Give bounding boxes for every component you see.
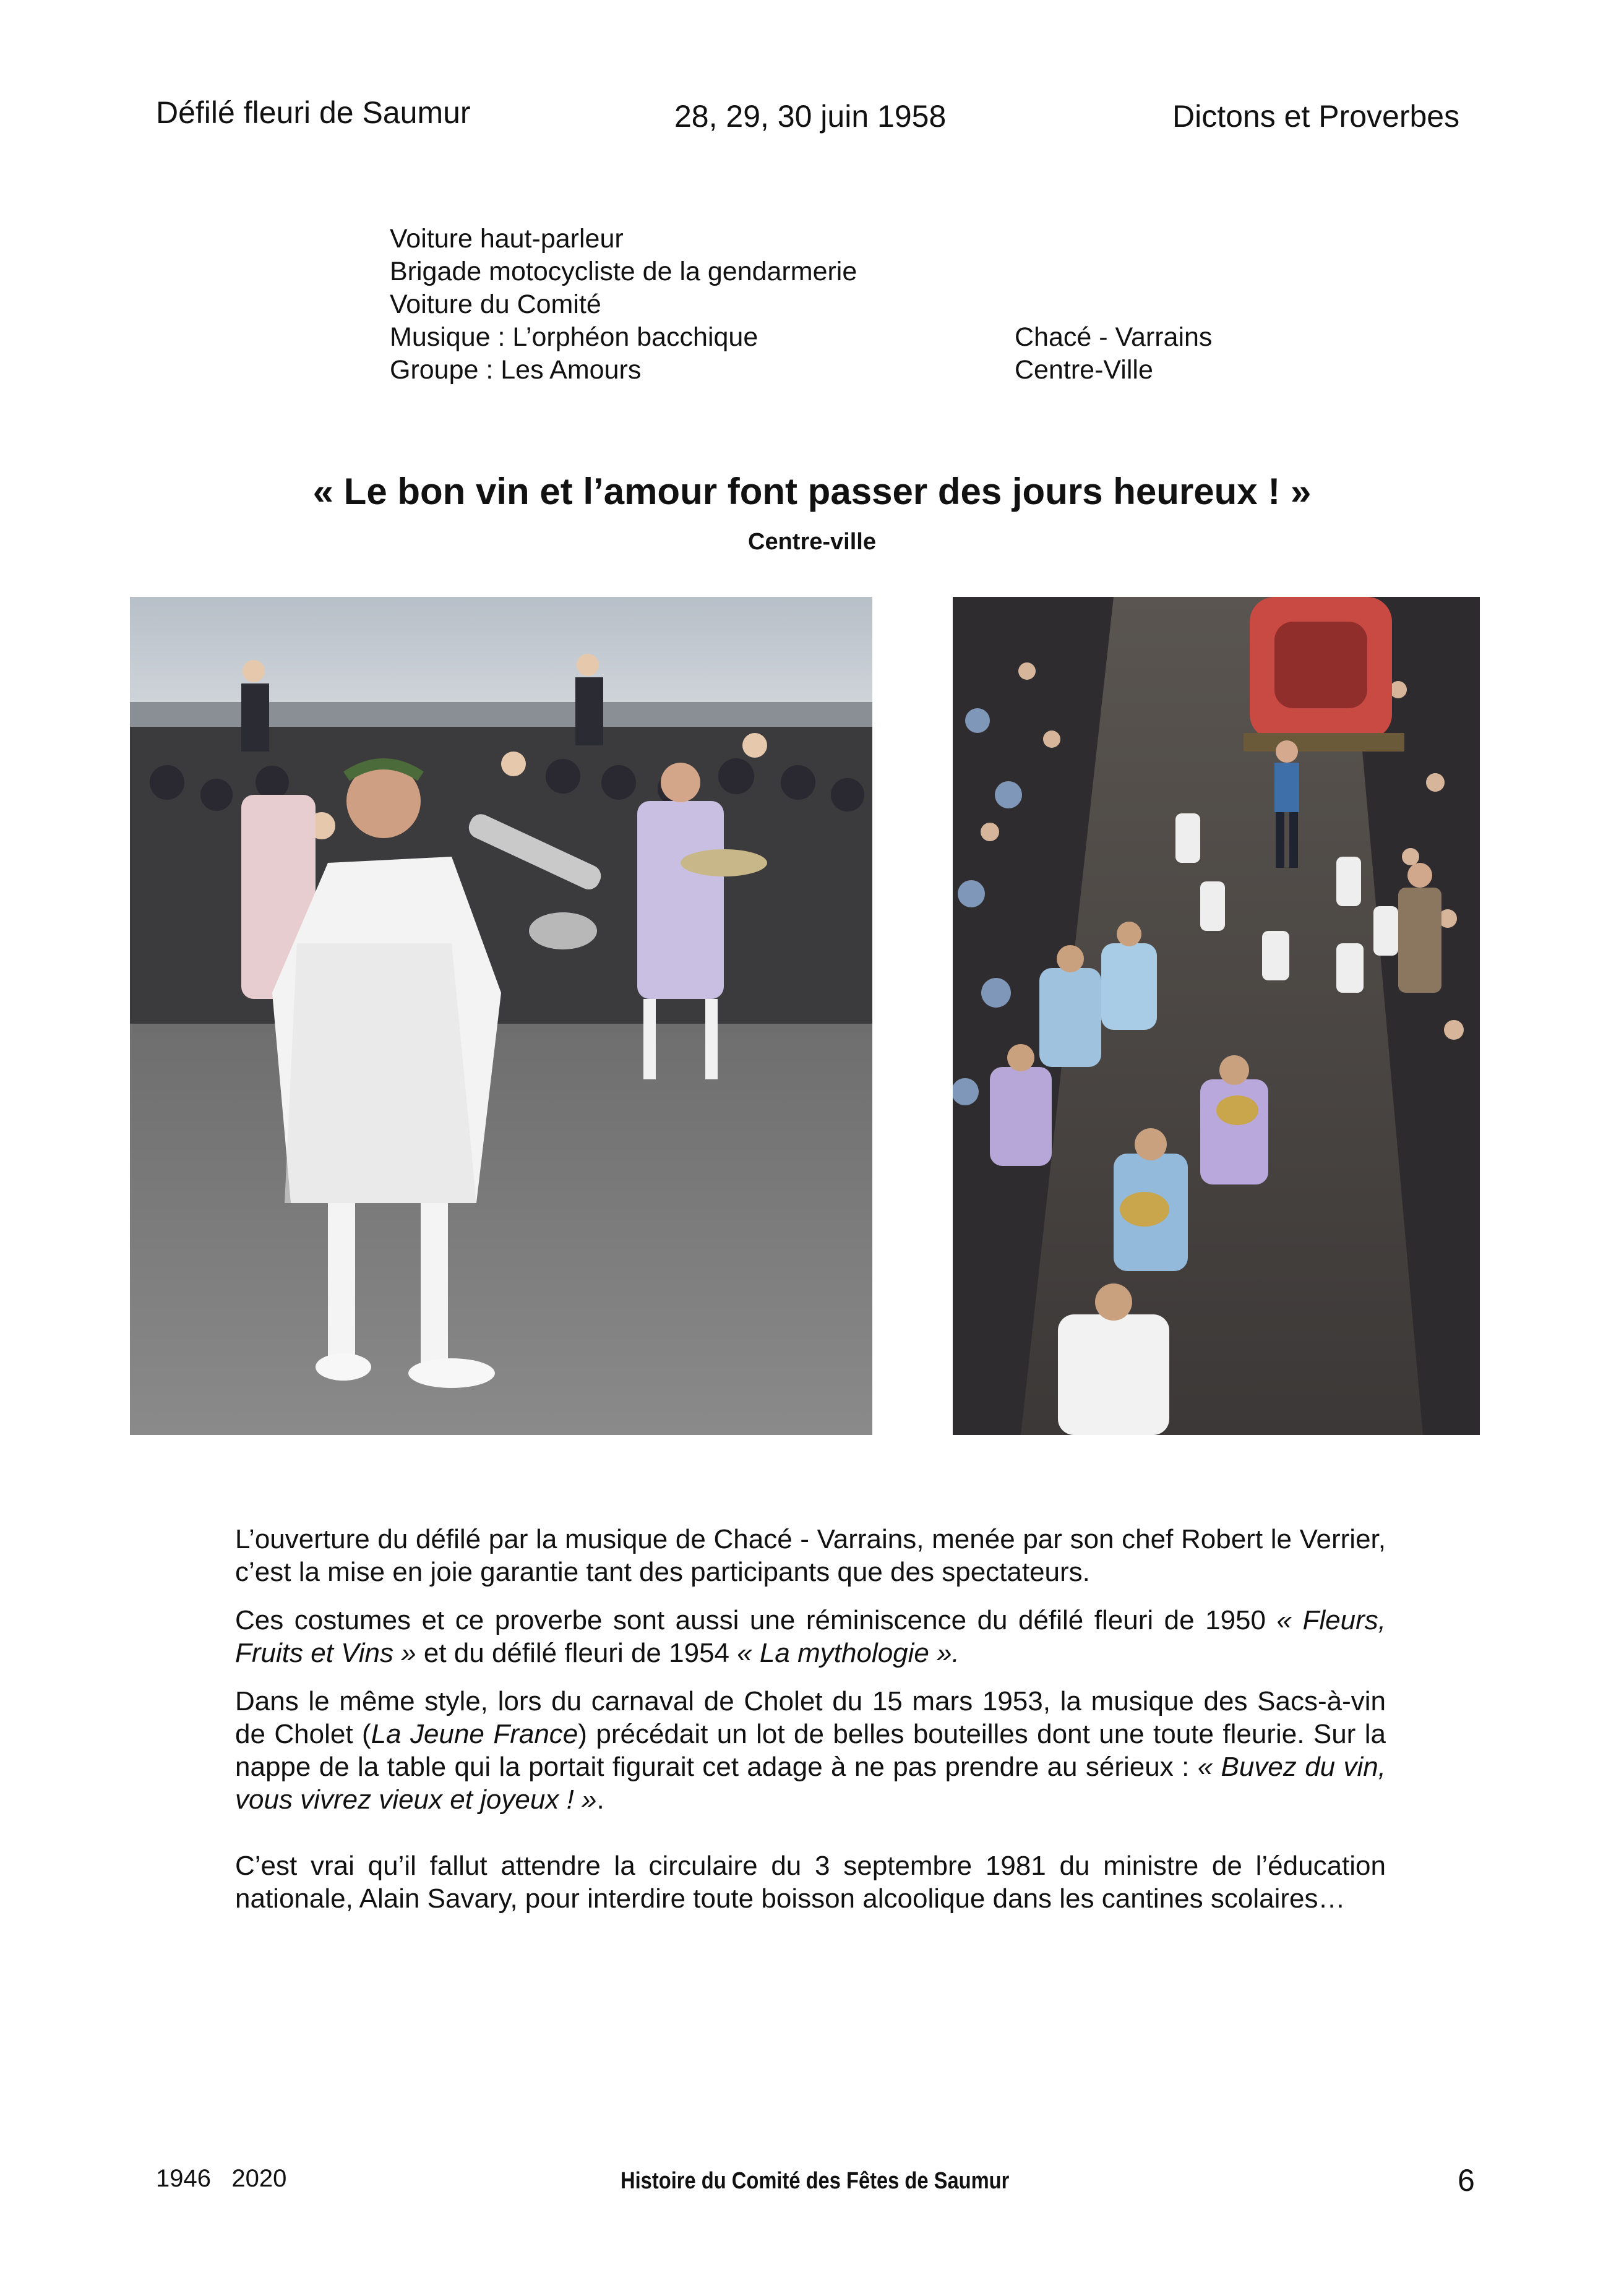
procession-places — [1015, 321, 1212, 387]
paragraph-opening: L’ouverture du défilé par la musique de Chacé - Varrains, menée par son chef Robert le Verrier, c’est la mise en joie garantie tant des participants que des spectateurs. — [235, 1524, 1386, 1587]
page-number: 6 — [1458, 2163, 1475, 2198]
procession-list — [390, 223, 857, 387]
photo-trumpet-player — [130, 597, 872, 1435]
procession-place: Centre-Ville — [1015, 355, 1153, 385]
header-date: 28, 29, 30 juin 1958 — [674, 99, 947, 134]
page-title: « Le bon vin et l’amour font passer des jours heureux ! » — [312, 471, 1312, 512]
procession-line: Brigade motocycliste de la gendarmerie — [390, 257, 857, 286]
footer-title: Histoire du Comité des Fêtes de Saumur — [621, 2168, 1010, 2194]
procession-place: Chacé - Varrains — [1015, 322, 1213, 352]
procession-line: Voiture du Comité — [390, 289, 601, 319]
footer-years: 1946 2020 — [156, 2165, 287, 2192]
paragraph-cholet: Dans le même style, lors du carnaval de Cholet du 15 mars 1953, la musique des Sacs-à-vin de Cholet (La Jeune France) précédait un lot de belles bouteilles dont une toute fleurie. Sur la nappe de la table qui la portait figurait cet adage à ne pas prendre au sérieux : « Buvez du vin, vous vivrez vieux et joyeux ! ». — [235, 1686, 1386, 1815]
photo-procession-street — [953, 597, 1480, 1435]
paragraph-reminiscence: Ces costumes et ce proverbe sont aussi une réminiscence du défilé fleuri de 1950 « Fleurs, Fruits et Vins » et du défilé fleuri de 1954 « La mythologie ». — [235, 1605, 1386, 1668]
paragraph-circular: C’est vrai qu’il fallut attendre la circulaire du 3 septembre 1981 du ministre de l’éducation nationale, Alain Savary, pour interdire toute boisson alcoolique dans les cantines scolaires… — [235, 1851, 1386, 1914]
page-subtitle: Centre-ville — [748, 529, 876, 555]
header-left: Défilé fleuri de Saumur — [156, 95, 471, 130]
header-right: Dictons et Proverbes — [1172, 99, 1460, 134]
procession-line: Groupe : Les Amours — [390, 355, 642, 385]
procession-line: Musique : L’orphéon bacchique — [390, 322, 758, 352]
procession-line: Voiture haut-parleur — [390, 224, 624, 254]
